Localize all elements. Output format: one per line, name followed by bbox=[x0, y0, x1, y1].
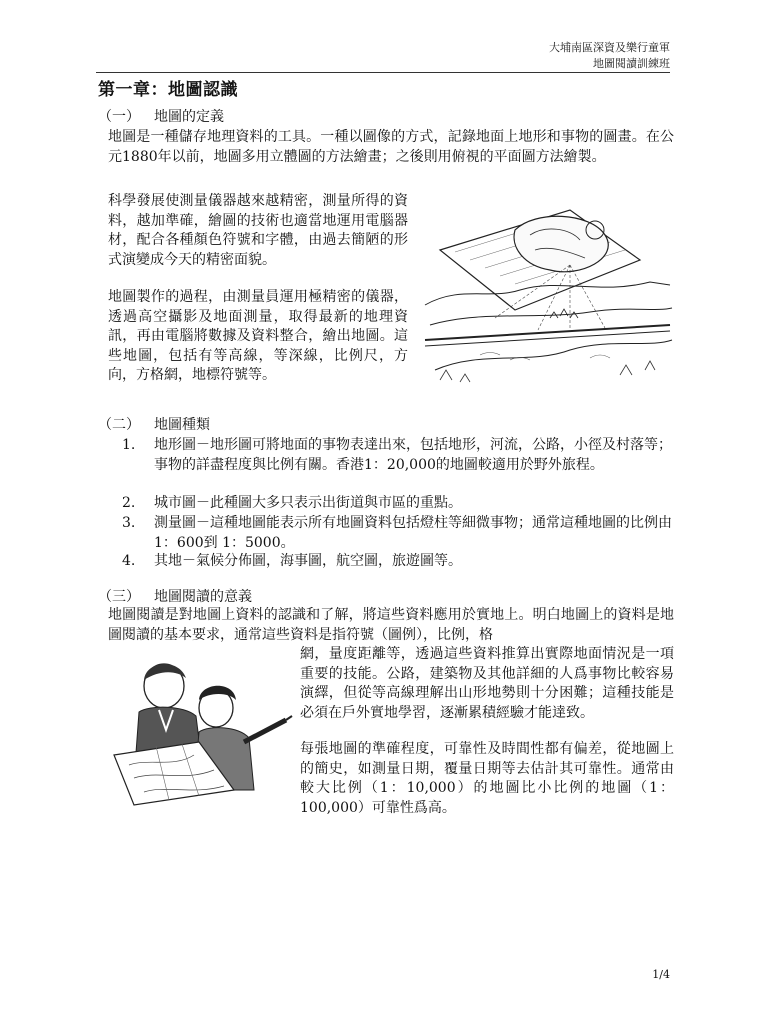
section-number: （三） bbox=[98, 589, 140, 605]
section3-paragraph-1: 地圖閱讀是對地圖上資料的認識和了解，將這些資料應用於實地上。明白地圖上的資料是地圖閱讀的基本要求，通常這些資料是指符號（圖例），比例，格 bbox=[108, 607, 674, 643]
page-number: 1/4 bbox=[652, 968, 670, 981]
list-text: 地形圖－地形圖可將地面的事物表達出來，包括地形，河流，公路，小徑及村落等；事物的詳盡程度與比例有關。香港1：20,000的地圖較適用於野外旅程。 bbox=[154, 437, 672, 473]
section-number: （二） bbox=[98, 417, 140, 433]
aerial-survey-illustration bbox=[420, 200, 676, 390]
list-item-4 bbox=[122, 552, 676, 572]
section-title: 地圖種類 bbox=[154, 417, 210, 433]
section1-paragraph-2: 科學發展使測量儀器越來越精密，測量所得的資料，越加準確，繪圖的技術也適當地運用電腦器材，配合各種顏色符號和字體，由過去簡陋的形式演變成今天的精密面貌。 bbox=[108, 193, 408, 268]
section1-paragraph-1: 地圖是一種儲存地理資料的工具。一種以圖像的方式，記錄地面上地形和事物的圖畫。在公元1880年以前，地圖多用立體圖的方法繪畫；之後則用俯視的平面圖方法繪製。 bbox=[108, 129, 674, 165]
section-heading-2 bbox=[98, 414, 210, 434]
list-text: 測量圖－這種地圖能表示所有地圖資料包括燈柱等細微事物；通常這種地圖的比例由 1：600到 1：5000。 bbox=[154, 515, 672, 551]
header-course: 地圖閱讀訓練班 bbox=[593, 57, 670, 70]
section-heading-1 bbox=[98, 106, 224, 126]
scouts-reading-map-illustration bbox=[104, 650, 294, 810]
list-item-1 bbox=[122, 436, 676, 475]
list-text: 其地－氣候分佈圖，海事圖，航空圖，旅遊圖等。 bbox=[154, 553, 462, 569]
list-number: 1. bbox=[122, 437, 136, 453]
list-item-2 bbox=[122, 494, 676, 514]
list-text: 城市圖－此種圖大多只表示出街道與市區的重點。 bbox=[154, 495, 462, 511]
header-organization: 大埔南區深資及樂行童軍 bbox=[549, 41, 670, 54]
chapter-title: 第一章：地圖認識 bbox=[98, 80, 238, 100]
list-number: 3. bbox=[122, 515, 136, 531]
list-item-3 bbox=[122, 514, 676, 553]
list-number: 4. bbox=[122, 553, 136, 569]
list-number: 2. bbox=[122, 495, 136, 511]
section3-paragraph-2: 網，量度距離等，透過這些資料推算出實際地面情況是一項重要的技能。公路，建築物及其他詳細的人爲事物比較容易演繹，但從等高線理解出山形地勢則十分困難；這種技能是必須在戶外實地學習，逐漸累積經驗才能達致。 bbox=[300, 646, 674, 721]
section3-paragraph-3: 每張地圖的準確程度，可靠性及時間性都有偏差，從地圖上的簡史，如測量日期，覆量日期等去估計其可靠性。通常由較大比例（1：10,000）的地圖比小比例的地圖（1：100,000）可靠性爲高。 bbox=[300, 741, 674, 816]
section-heading-3 bbox=[98, 586, 252, 606]
section-title: 地圖的定義 bbox=[154, 109, 224, 125]
section-title: 地圖閱讀的意義 bbox=[154, 589, 252, 605]
section1-paragraph-3: 地圖製作的過程，由測量員運用極精密的儀器，透過高空攝影及地面測量，取得最新的地理資訊，再由電腦將數據及資料整合，繪出地圖。這些地圖，包括有等高線，等深線，比例尺，方向，方格網，地標符號等。 bbox=[108, 289, 408, 383]
section-number: （一） bbox=[98, 109, 140, 125]
header-rule bbox=[96, 72, 670, 73]
page-header bbox=[549, 40, 670, 72]
